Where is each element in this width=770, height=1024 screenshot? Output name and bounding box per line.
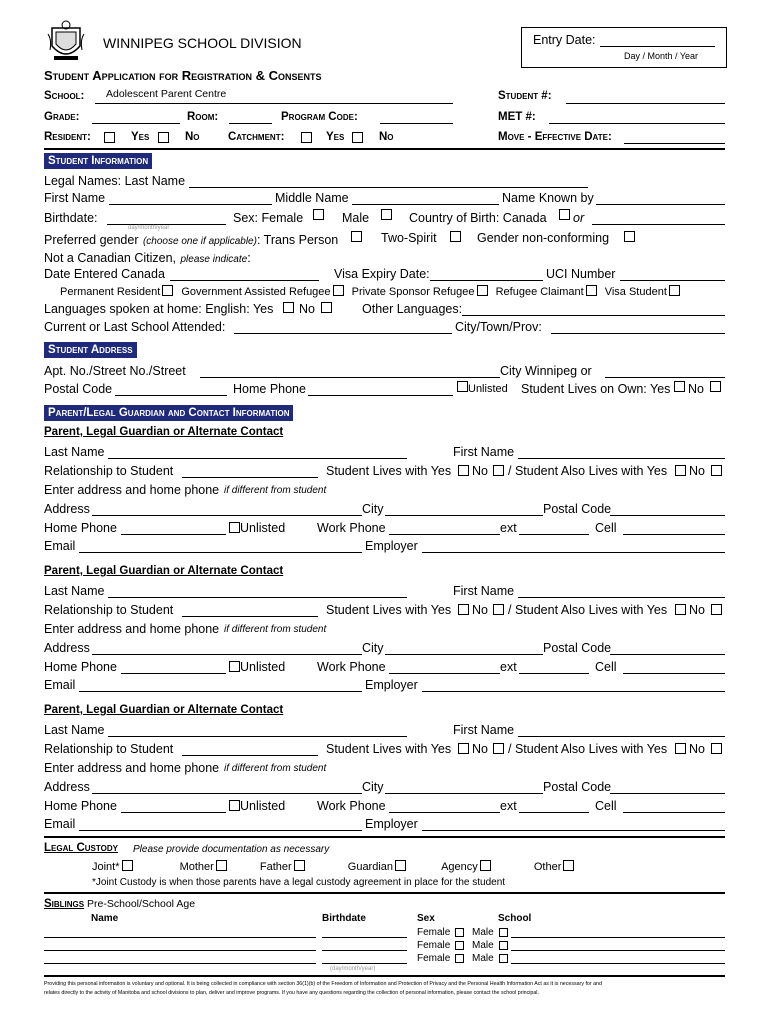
preferred-gender-line (44, 231, 338, 249)
sibling-1-birthdate-field[interactable] (322, 937, 407, 938)
room-label: Room: (187, 111, 219, 123)
parent-2-work-phone-label: Work Phone (317, 660, 386, 674)
permanent-resident-label: Permanent Resident (60, 286, 161, 298)
sibling-3-male-label: Male (472, 953, 494, 964)
parent-2-first-name-label: First Name (453, 584, 515, 598)
parent-3-lives-with-no-checkbox[interactable] (493, 743, 504, 754)
parent-1-relationship-label: Relationship to Student (44, 464, 174, 478)
middle-name-label: Middle Name (275, 191, 349, 205)
catchment-yes-checkbox[interactable] (301, 132, 312, 143)
resident-no-checkbox[interactable] (158, 132, 169, 143)
private-refugee-checkbox[interactable] (477, 285, 488, 296)
entry-date-label: Entry Date: (533, 33, 596, 47)
sibling-1-female-label: Female (417, 927, 451, 938)
parent-2-unlisted-label: Unlisted (240, 660, 286, 674)
parent-1-heading: Parent, Legal Guardian or Alternate Contact (44, 426, 284, 438)
father-checkbox[interactable] (294, 860, 305, 871)
agency-label: Agency (441, 861, 478, 873)
student-number-field[interactable] (566, 103, 725, 104)
sex-male-checkbox[interactable] (381, 209, 392, 220)
parent-2-work-phone-field[interactable] (389, 673, 500, 674)
sibling-2-male-label: Male (472, 940, 494, 951)
guardian-label: Guardian (347, 861, 394, 873)
home-phone-field[interactable] (308, 395, 453, 396)
private-refugee-label: Private Sponsor Refugee (351, 286, 475, 298)
siblings-heading (44, 898, 195, 910)
parent-3-also-lives-yes-checkbox[interactable] (675, 743, 686, 754)
parent-3-unlisted-label: Unlisted (240, 799, 286, 813)
sibling-3-female-label: Female (417, 953, 451, 964)
parent-3-if-different-label: if different from student (224, 763, 327, 774)
parent-2-also-lives-label: / Student Also Lives with Yes (508, 603, 668, 617)
parent-3-employer-label: Employer (365, 817, 418, 831)
first-name-label: First Name (44, 191, 106, 205)
parent-1-home-phone-label: Home Phone (44, 521, 117, 535)
current-school-label: Current or Last School Attended: (44, 320, 226, 334)
legal-custody-title: Legal Custody (44, 842, 118, 854)
not-canadian-line: Not a Canadian Citizen, please indicate: (44, 251, 251, 265)
unlisted-label: Unlisted (468, 383, 508, 395)
status-row (60, 285, 682, 298)
parent-3-enter-address-label: Enter address and home phone (44, 761, 220, 775)
sibling-1-male-label: Male (472, 927, 494, 938)
date-entered-label: Date Entered Canada (44, 267, 165, 281)
sex-male-label: Male (342, 211, 370, 225)
parent-3-also-lives-label: / Student Also Lives with Yes (508, 742, 668, 756)
resident-yes-label: Yes (131, 131, 150, 143)
parent-1-first-name-field[interactable] (518, 458, 725, 459)
sibling-2-birthdate-field[interactable] (322, 950, 407, 951)
privacy-notice-line-2: relates directly to the activity of Manitoba and school divisions to plan, deliver and improve programs. If you have any questions regarding the collection of personal information, please contact the school principal. (44, 990, 539, 996)
entry-date-hint: Day / Month / Year (624, 51, 699, 61)
parent-3-postal-label: Postal Code (543, 780, 612, 794)
parent-2-home-phone-label: Home Phone (44, 660, 117, 674)
non-conforming-label: Gender non-conforming (477, 231, 610, 245)
parent-1-enter-address-label: Enter address and home phone (44, 483, 220, 497)
sibling-2-male-checkbox[interactable] (499, 941, 508, 950)
country-of-birth-label: Country of Birth: Canada (409, 211, 547, 225)
sibling-2-female-checkbox[interactable] (455, 941, 464, 950)
other-languages-field[interactable] (462, 315, 725, 316)
sibling-2-school-field[interactable] (511, 950, 725, 951)
parent-2-postal-field[interactable] (610, 654, 725, 655)
trans-person-label: : Trans Person (256, 233, 339, 247)
joint-custody-note: *Joint Custody is when those parents have a legal custody agreement in place for the student (92, 877, 506, 888)
gov-refugee-label: Government Assisted Refugee (181, 286, 331, 298)
city-field[interactable] (605, 377, 725, 378)
joint-checkbox[interactable] (122, 860, 133, 871)
parent-1-also-lives-label: / Student Also Lives with Yes (508, 464, 668, 478)
parent-3-first-name-field[interactable] (518, 736, 725, 737)
current-school-field[interactable] (234, 333, 452, 334)
parent-3-email-label: Email (44, 817, 76, 831)
parent-2-enter-address-label: Enter address and home phone (44, 622, 220, 636)
home-phone-label: Home Phone (233, 382, 306, 396)
city-label: City Winnipeg or (500, 364, 592, 378)
legal-names-label: Legal Names: Last Name (44, 174, 186, 188)
program-code-label: Program Code: (281, 111, 358, 123)
parent-1-ext-field[interactable] (519, 534, 589, 535)
catchment-label: Catchment: (228, 131, 285, 143)
parent-3-address-label: Address (44, 780, 90, 794)
move-date-label: Move - Effective Date: (498, 131, 612, 143)
sibling-2-name-field[interactable] (44, 950, 316, 951)
parent-1-employer-field[interactable] (422, 552, 725, 553)
parent-1-lives-with-label: Student Lives with Yes (326, 464, 452, 478)
name-known-by-field[interactable] (596, 204, 725, 205)
parent-2-postal-label: Postal Code (543, 641, 612, 655)
parent-2-relationship-field[interactable] (182, 616, 318, 617)
visa-expiry-field[interactable] (430, 280, 543, 281)
parent-2-last-name-label: Last Name (44, 584, 105, 598)
resident-yes-checkbox[interactable] (104, 132, 115, 143)
parent-1-lives-with-yes-checkbox[interactable] (458, 465, 469, 476)
parent-1-ext-label: ext (500, 521, 517, 535)
sibling-3-name-field[interactable] (44, 963, 316, 964)
sibling-1-school-field[interactable] (511, 937, 725, 938)
parent-3-city-field[interactable] (385, 793, 543, 794)
parent-1-if-different-label: if different from student (224, 485, 327, 496)
parent-1-cell-label: Cell (595, 521, 617, 535)
parent-3-ext-label: ext (500, 799, 517, 813)
please-indicate-label: please indicate (180, 254, 248, 265)
sex-female-label: Sex: Female (233, 211, 304, 225)
unlisted-checkbox[interactable] (457, 381, 468, 392)
met-field[interactable] (549, 123, 725, 124)
visa-expiry-label: Visa Expiry Date: (334, 267, 430, 281)
visa-student-checkbox[interactable] (669, 285, 680, 296)
refugee-claimant-checkbox[interactable] (586, 285, 597, 296)
city-town-prov-field[interactable] (551, 333, 725, 334)
legal-custody-hint: Please provide documentation as necessary (133, 844, 330, 855)
sibling-2-female-label: Female (417, 940, 451, 951)
parent-3-also-lives-no-label: No (689, 742, 705, 756)
parent-section-header: Parent/Legal Guardian and Contact Information (44, 405, 293, 421)
parent-1-unlisted-checkbox[interactable] (229, 522, 240, 533)
parent-1-last-name-label: Last Name (44, 445, 105, 459)
parent-2-also-lives-yes-checkbox[interactable] (675, 604, 686, 615)
parent-1-city-label: City (362, 502, 384, 516)
parent-1-lives-with-no-checkbox[interactable] (493, 465, 504, 476)
parent-3-home-phone-label: Home Phone (44, 799, 117, 813)
joint-label: Joint* (92, 861, 120, 873)
parent-3-also-lives-no-checkbox[interactable] (711, 743, 722, 754)
sex-female-checkbox[interactable] (313, 209, 324, 220)
entry-date-field[interactable] (600, 46, 715, 47)
parent-3-relationship-label: Relationship to Student (44, 742, 174, 756)
parent-1-first-name-label: First Name (453, 445, 515, 459)
permanent-resident-checkbox[interactable] (162, 285, 173, 296)
sibling-1-female-checkbox[interactable] (455, 928, 464, 937)
catchment-no-label: No (379, 131, 394, 143)
parent-2-last-name-field[interactable] (108, 597, 407, 598)
student-number-label: Student #: (498, 90, 552, 102)
preferred-gender-label: Preferred gender (44, 233, 139, 247)
parent-3-unlisted-checkbox[interactable] (229, 800, 240, 811)
parent-1-home-phone-field[interactable] (121, 534, 226, 535)
english-no-label: No (299, 302, 315, 316)
other-country-field[interactable] (592, 224, 725, 225)
mother-label: Mother (179, 861, 214, 873)
parent-2-email-field[interactable] (79, 691, 362, 692)
header-divider (44, 148, 725, 150)
parent-2-lives-with-yes-checkbox[interactable] (458, 604, 469, 615)
lives-own-label: Student Lives on Own: Yes (521, 382, 671, 396)
footer-divider (44, 975, 725, 977)
gov-refugee-checkbox[interactable] (333, 285, 344, 296)
uci-field[interactable] (620, 280, 725, 281)
father-label: Father (259, 861, 292, 873)
parent-3-lives-with-label: Student Lives with Yes (326, 742, 452, 756)
postal-code-label: Postal Code (44, 382, 113, 396)
privacy-notice-line-1: Providing this personal information is voluntary and optional. It is being collected in compliance with section 36(1)(b) of the Freedom of Information and Protection of Privacy and the Personal Health Information Act as it is necessary for and (44, 981, 602, 987)
english-no-checkbox[interactable] (321, 302, 332, 313)
other-checkbox[interactable] (563, 860, 574, 871)
parent-2-if-different-label: if different from student (224, 624, 327, 635)
catchment-no-checkbox[interactable] (352, 132, 363, 143)
sibling-3-school-field[interactable] (511, 963, 725, 964)
lives-own-no-label: No (688, 382, 704, 396)
sibling-1-name-field[interactable] (44, 937, 316, 938)
parent-3-employer-field[interactable] (422, 830, 725, 831)
first-name-field[interactable] (109, 204, 272, 205)
met-label: MET #: (498, 111, 536, 123)
school-field[interactable] (95, 103, 453, 104)
parent-2-city-label: City (362, 641, 384, 655)
parent-1-city-field[interactable] (385, 515, 543, 516)
parent-3-cell-label: Cell (595, 799, 617, 813)
parent-3-last-name-label: Last Name (44, 723, 105, 737)
parent-2-address-field[interactable] (92, 654, 362, 655)
parent-1-also-lives-no-label: No (689, 464, 705, 478)
parent-1-postal-field[interactable] (610, 515, 725, 516)
birthdate-hint: day/month/year (128, 225, 170, 231)
parent-2-email-label: Email (44, 678, 76, 692)
parent-2-lives-with-no-checkbox[interactable] (493, 604, 504, 615)
parent-3-cell-field[interactable] (623, 812, 725, 813)
parent-1-work-phone-field[interactable] (389, 534, 500, 535)
parent-1-lives-with-no-label: No (472, 464, 488, 478)
parent-1-address-field[interactable] (92, 515, 362, 516)
parent-1-cell-field[interactable] (623, 534, 725, 535)
parent-2-ext-label: ext (500, 660, 517, 674)
siblings-divider (44, 892, 725, 894)
parent-3-lives-with-no-label: No (472, 742, 488, 756)
resident-no-label: No (185, 131, 200, 143)
siblings-col-sex: Sex (417, 913, 435, 924)
siblings-col-birthdate: Birthdate (322, 913, 366, 924)
refugee-claimant-label: Refugee Claimant (495, 286, 584, 298)
mother-checkbox[interactable] (216, 860, 227, 871)
parent-2-home-phone-field[interactable] (121, 673, 226, 674)
sibling-3-female-checkbox[interactable] (455, 954, 464, 963)
parent-2-ext-field[interactable] (519, 673, 589, 674)
siblings-col-name: Name (91, 913, 119, 924)
program-code-field[interactable] (380, 123, 453, 124)
parent-3-relationship-field[interactable] (182, 755, 318, 756)
parent-2-cell-label: Cell (595, 660, 617, 674)
parent-1-employer-label: Employer (365, 539, 418, 553)
custody-divider (44, 836, 725, 838)
parent-2-cell-field[interactable] (623, 673, 725, 674)
parent-2-heading: Parent, Legal Guardian or Alternate Contact (44, 565, 284, 577)
form-title: Student Application for Registration & Consents (44, 68, 322, 83)
parent-3-ext-field[interactable] (519, 812, 589, 813)
middle-name-field[interactable] (352, 204, 499, 205)
sibling-3-birthdate-field[interactable] (322, 963, 407, 964)
parent-1-also-lives-no-checkbox[interactable] (711, 465, 722, 476)
two-spirit-label: Two-Spirit (381, 231, 437, 245)
parent-1-also-lives-yes-checkbox[interactable] (675, 465, 686, 476)
city-town-prov-label: City/Town/Prov: (455, 320, 542, 334)
apt-street-field[interactable] (200, 377, 500, 378)
division-crest-logo (46, 20, 86, 64)
grade-field[interactable] (92, 123, 180, 124)
student-info-header: Student Information (44, 153, 152, 169)
parent-1-unlisted-label: Unlisted (240, 521, 286, 535)
parent-1-relationship-field[interactable] (182, 477, 318, 478)
custody-options (92, 860, 576, 873)
other-label: Other (533, 861, 562, 873)
parent-3-city-label: City (362, 780, 384, 794)
last-name-field[interactable] (189, 187, 588, 188)
parent-2-first-name-field[interactable] (518, 597, 725, 598)
lives-own-no-checkbox[interactable] (710, 381, 721, 392)
parent-2-lives-with-label: Student Lives with Yes (326, 603, 452, 617)
parent-2-city-field[interactable] (385, 654, 543, 655)
parent-1-last-name-field[interactable] (108, 458, 407, 459)
parent-2-employer-label: Employer (365, 678, 418, 692)
parent-1-work-phone-label: Work Phone (317, 521, 386, 535)
visa-student-label: Visa Student (604, 286, 667, 298)
parent-3-email-field[interactable] (79, 830, 362, 831)
parent-2-also-lives-no-label: No (689, 603, 705, 617)
parent-2-also-lives-no-checkbox[interactable] (711, 604, 722, 615)
student-address-header: Student Address (44, 342, 137, 358)
parent-1-email-label: Email (44, 539, 76, 553)
parent-3-lives-with-yes-checkbox[interactable] (458, 743, 469, 754)
birthdate-label: Birthdate: (44, 211, 98, 225)
parent-3-postal-field[interactable] (610, 793, 725, 794)
parent-3-work-phone-field[interactable] (389, 812, 500, 813)
apt-street-label: Apt. No./Street No./Street (44, 364, 186, 378)
siblings-subtitle: Pre-School/School Age (87, 898, 196, 910)
parent-1-postal-label: Postal Code (543, 502, 612, 516)
parent-2-address-label: Address (44, 641, 90, 655)
sibling-3-male-checkbox[interactable] (499, 954, 508, 963)
parent-3-heading: Parent, Legal Guardian or Alternate Contact (44, 704, 284, 716)
parent-3-first-name-label: First Name (453, 723, 515, 737)
other-languages-label: Other Languages: (362, 302, 463, 316)
parent-1-address-label: Address (44, 502, 90, 516)
parent-2-unlisted-checkbox[interactable] (229, 661, 240, 672)
trans-person-checkbox[interactable] (351, 231, 362, 242)
org-name: WINNIPEG SCHOOL DIVISION (103, 35, 302, 51)
date-entered-field[interactable] (170, 280, 319, 281)
preferred-gender-hint: (choose one if applicable) (142, 236, 257, 247)
catchment-yes-label: Yes (326, 131, 345, 143)
parent-3-address-field[interactable] (92, 793, 362, 794)
school-label: School: (44, 90, 85, 102)
postal-code-field[interactable] (115, 395, 227, 396)
not-canadian-label: Not a Canadian Citizen, (44, 251, 177, 265)
siblings-title: Siblings (44, 898, 85, 910)
siblings-date-hint: (day/month/year) (330, 966, 376, 972)
room-field[interactable] (229, 123, 272, 124)
languages-label: Languages spoken at home: English: Yes (44, 302, 274, 316)
grade-label: Grade: (44, 111, 80, 123)
parent-2-relationship-label: Relationship to Student (44, 603, 174, 617)
parent-2-employer-field[interactable] (422, 691, 725, 692)
resident-label: Resident: (44, 131, 91, 143)
parent-2-lives-with-no-label: No (472, 603, 488, 617)
move-date-field[interactable] (624, 143, 725, 144)
parent-3-last-name-field[interactable] (108, 736, 407, 737)
non-conforming-checkbox[interactable] (624, 231, 635, 242)
agency-checkbox[interactable] (480, 860, 491, 871)
parent-3-work-phone-label: Work Phone (317, 799, 386, 813)
or-text: or (573, 211, 585, 225)
school-value[interactable]: Adolescent Parent Centre (106, 88, 227, 100)
uci-label: UCI Number (546, 267, 616, 281)
two-spirit-checkbox[interactable] (450, 231, 461, 242)
name-known-by-label: Name Known by (502, 191, 594, 205)
sibling-1-male-checkbox[interactable] (499, 928, 508, 937)
canada-checkbox[interactable] (559, 209, 570, 220)
english-yes-checkbox[interactable] (283, 302, 294, 313)
guardian-checkbox[interactable] (395, 860, 406, 871)
siblings-col-school: School (498, 913, 532, 924)
parent-1-email-field[interactable] (79, 552, 362, 553)
parent-3-home-phone-field[interactable] (121, 812, 226, 813)
lives-own-yes-checkbox[interactable] (674, 381, 685, 392)
